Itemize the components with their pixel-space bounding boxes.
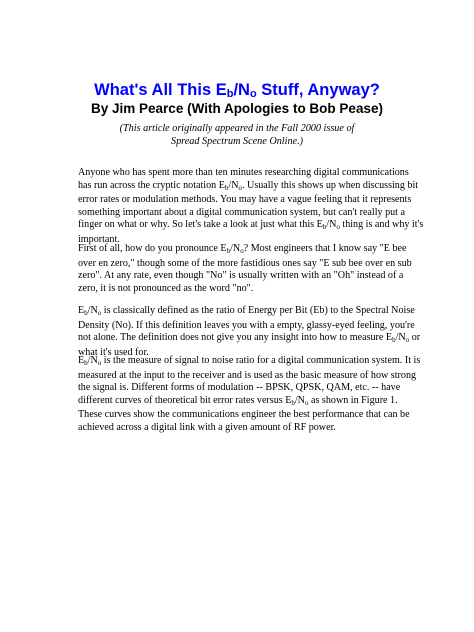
title-text: /N	[233, 81, 250, 99]
publication-note: (This article originally appeared in the Fall 2000 issue of Spread Spectrum Scene Online.)	[119, 123, 355, 147]
text-line: $E_b/N_o$ is classically defined as the ratio of Energy per Bit (Eb) to the Spectral Noise	[78, 305, 415, 317]
text-line: First of all, how do you pronounce $E_b/N_o$? Most engineers that I know say "E bee	[78, 243, 407, 255]
text-line: has run across the cryptic notation $E_b/N_o$. Usually this shows up when discussing bit	[78, 179, 419, 192]
text-line: measured at the input to the receiver and is used as the basic measure of how strong	[78, 369, 417, 381]
title-text: What's All This E	[94, 81, 227, 99]
title-text: Stuff, Anyway?	[256, 81, 380, 99]
paragraph-2	[78, 243, 412, 295]
text-line: $E_b/N_o$ is the measure of signal to noise ratio for a digital communication system. It is	[78, 355, 421, 367]
text-line: finger on what or why. So let's take a look at just what this $E_b/N_o$ thing is and why it's	[78, 219, 424, 231]
paragraph-1	[78, 167, 424, 246]
text-line: important.	[78, 233, 120, 245]
title-subscript-o: o	[249, 88, 257, 100]
text-line: something important about a digital communication system, but can't really put a	[78, 206, 405, 218]
text-line: over en zero," though some of the more fastidious ones say "E sub bee over en sub	[78, 257, 412, 269]
text-line: Anyone who has spent more than ten minutes researching digital communications	[78, 167, 409, 178]
text-line: achieved across a digital link with a given amount of RF power.	[78, 421, 336, 433]
text-line: These curves show the communications engineer the best performance that can be	[78, 409, 410, 420]
text-line: what it's used for.	[78, 346, 149, 358]
text-line: not alone. The definition does not give you any insight into how to measure $E_b/N_o$ or	[78, 332, 421, 344]
text-line: zero". At any rate, even though "No" is usually written with an "Oh" instead of a	[78, 270, 404, 281]
title-subscript-b: b	[226, 88, 234, 100]
text-line: zero, it is not pronounced as the word "no".	[78, 282, 254, 294]
text-line: error rates or modulation methods. You may have a vague feeling that it represents	[78, 194, 412, 205]
article-byline: By Jim Pearce (With Apologies to Bob Pease)	[91, 101, 383, 116]
text-line: different curves of theoretical bit error rates versus $E_b/N_o$ as shown in Figure 1.	[78, 394, 398, 407]
text-line: Density (No). If this definition leaves you with a empty, glassy-eyed feeling, you're	[78, 319, 415, 331]
paragraph-4	[78, 355, 421, 434]
text-line: the signal is. Different forms of modulation -- BPSK, QPSK, QAM, etc. -- have	[78, 382, 401, 393]
paragraph-3	[78, 305, 421, 359]
